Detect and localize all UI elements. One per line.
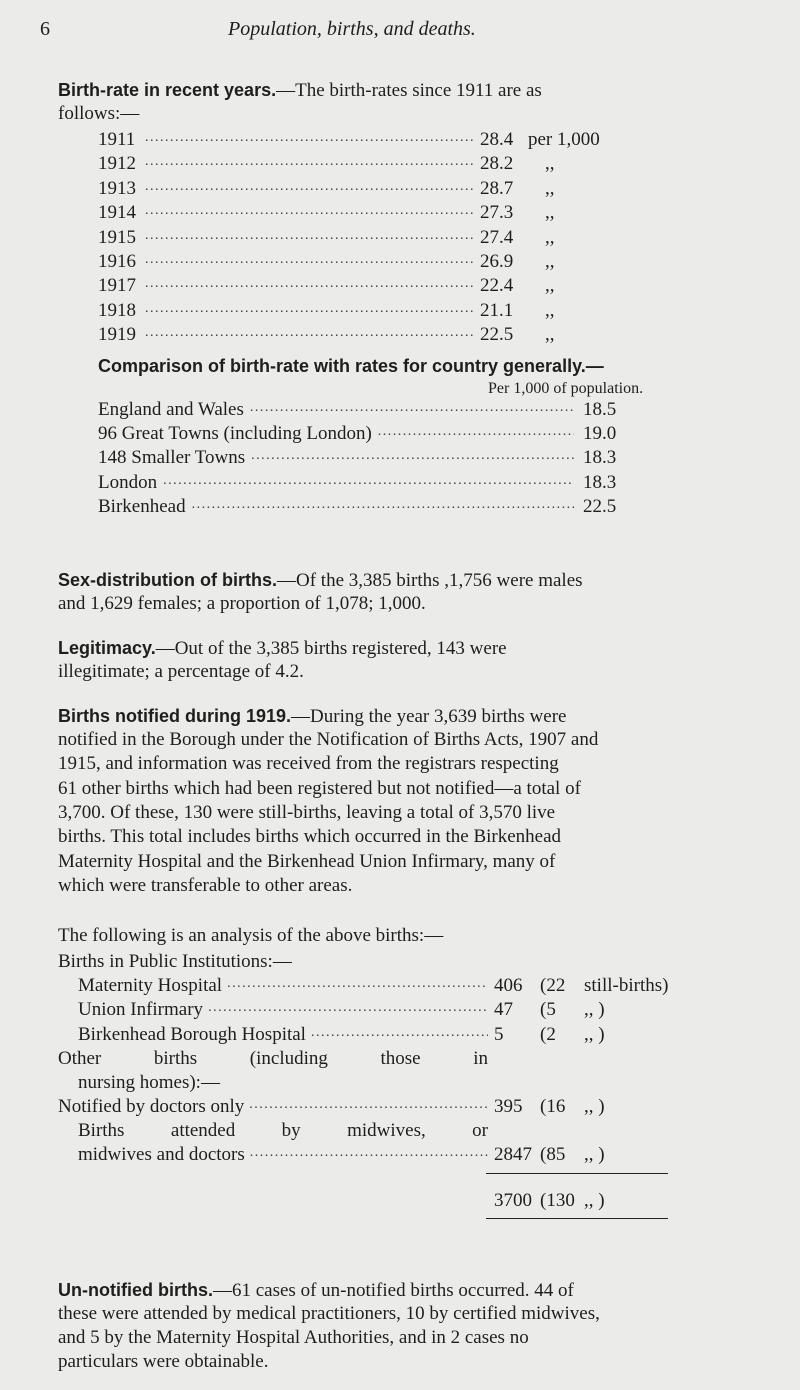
comparison-value: 18.3 [583,447,617,469]
still-births-count: (2 [540,1023,556,1045]
analysis-label: Maternity Hospital [78,975,223,996]
rate-unit: per 1,000 [528,129,600,150]
year-label: 1919 [98,324,136,346]
total-rule [486,1173,668,1174]
dot-leader [250,1145,488,1169]
dot-leader [208,1000,488,1024]
ditto-mark: ,, [545,251,555,272]
still-births-suffix: ,, ) [584,1190,605,1211]
body-line: 1915, and information was received from the registrars respecting [58,753,559,775]
ditto-mark: ,, [545,299,555,321]
legitimacy-line1: Legitimacy.—Out of the 3,385 births registered, 143 were [58,638,507,659]
analysis-label: Births attended by midwives, or [78,1120,488,1141]
still-births-suffix: ,, ) [584,999,605,1021]
year-label: 1915 [98,226,136,248]
dot-leader [145,252,475,276]
still-births-count: (22 [540,975,566,996]
ditto-mark: ,, [545,226,555,248]
births-count: 406 [494,975,523,996]
dot-leader [249,1097,488,1121]
body-line: and 5 by the Maternity Hospital Authorities, and in 2 cases no [58,1327,529,1349]
births-count: 5 [494,1023,504,1045]
dot-leader [250,400,574,424]
comparison-heading: Comparison of birth-rate with rates for country generally.— [98,356,604,376]
comparison-label: London [98,471,158,493]
still-births-suffix: still-births) [584,975,669,996]
legitimacy-line2: illegitimate; a percentage of 4.2. [58,661,304,682]
comparison-value: 19.0 [583,423,617,445]
comparison-label: England and Wales [98,399,244,420]
year-label: 1911 [98,129,136,150]
year-label: 1916 [98,251,136,272]
body-line: notified in the Borough under the Notification of Births Acts, 1907 and [58,729,599,750]
un-notified-line1: Un-notified births.—61 cases of un-notified births occurred. 44 of [58,1280,574,1301]
ditto-mark: ,, [545,202,555,224]
analysis-subheading: Other births (including those in [58,1048,488,1069]
dot-leader [145,130,475,154]
institutions-heading: Births in Public Institutions:— [58,951,292,972]
dot-leader [145,325,475,349]
still-births-count: (130 [540,1190,575,1211]
section-heading: Births notified during 1919. [58,706,292,726]
rate-value: 22.4 [480,275,514,297]
analysis-subheading: nursing homes):— [78,1072,220,1093]
births-notified-line1: Births notified during 1919.—During the year 3,639 births were [58,706,567,727]
analysis-label: midwives and doctors [78,1144,245,1165]
birth-rate-intro-line2: follows:— [58,103,140,124]
analysis-label: Union Infirmary [78,999,204,1021]
dot-leader [251,448,574,472]
body-line: 3,700. Of these, 130 were still-births, leaving a total of 3,570 live [58,801,556,823]
ditto-mark: ,, [545,177,555,199]
dot-leader [163,473,574,497]
year-label: 1914 [98,202,136,224]
rate-value: 27.4 [480,226,514,248]
body-line: births. This total includes births which occurred in the Birkenhead [58,826,562,848]
births-count: 395 [494,1096,523,1117]
rate-value: 22.5 [480,324,514,346]
analysis-intro: The following is an analysis of the above births:— [58,925,444,946]
births-count: 47 [494,999,513,1021]
analysis-label: Notified by doctors only [58,1096,245,1117]
still-births-suffix: ,, ) [584,1096,605,1117]
running-title: Population, births, and deaths. [228,18,476,40]
births-count: 3700 [494,1190,532,1211]
dot-leader [378,424,574,448]
page-number: 6 [40,18,50,40]
year-label: 1912 [98,153,136,175]
body-line: 61 other births which had been registered but not notified—a total of [58,777,581,799]
comparison-value: 18.3 [583,471,617,493]
body-line: which were transferable to other areas. [58,874,353,896]
dot-leader [145,203,475,227]
birth-rate-intro: Birth-rate in recent years.—The birth-rates since 1911 are as [58,80,542,101]
dot-leader [145,276,475,300]
still-births-count: (5 [540,999,556,1021]
dot-leader [227,976,488,1000]
comparison-label: 96 Great Towns (including London) [98,423,372,445]
body-line: these were attended by medical practitioners, 10 by certified midwives, [58,1303,600,1324]
births-count: 2847 [494,1144,532,1165]
dot-leader [145,179,475,203]
section-heading: Sex-distribution of births. [58,570,277,590]
comparison-value: 22.5 [583,495,617,517]
comparison-value: 18.5 [583,399,617,420]
rate-value: 26.9 [480,251,514,272]
rate-value: 28.4 [480,129,514,150]
page-header [0,18,800,48]
comparison-label: Birkenhead [98,495,186,517]
still-births-count: (16 [540,1096,566,1117]
still-births-suffix: ,, ) [584,1144,605,1165]
dot-leader [145,228,475,252]
dot-leader [192,497,574,521]
section-heading: Birth-rate in recent years. [58,80,277,100]
section-heading: Legitimacy. [58,638,156,658]
rate-value: 27.3 [480,202,514,224]
total-rule [486,1218,668,1219]
sex-distribution-line1: Sex-distribution of births.—Of the 3,385 births ,1,756 were males [58,570,583,591]
dot-leader [311,1025,488,1049]
dot-leader [145,301,475,325]
year-label: 1913 [98,177,136,199]
comparison-unit: Per 1,000 of population. [488,380,644,397]
comparison-label: 148 Smaller Towns [98,447,246,469]
year-label: 1917 [98,275,136,297]
year-label: 1918 [98,299,136,321]
rate-value: 21.1 [480,299,514,321]
body-line: Maternity Hospital and the Birkenhead Union Infirmary, many of [58,850,556,872]
section-heading: Un-notified births. [58,1280,213,1300]
ditto-mark: ,, [545,153,555,175]
still-births-suffix: ,, ) [584,1023,605,1045]
rate-value: 28.7 [480,177,514,199]
rate-value: 28.2 [480,153,514,175]
analysis-label: Birkenhead Borough Hospital [78,1023,306,1045]
body-line: particulars were obtainable. [58,1351,269,1373]
dot-leader [145,154,475,178]
ditto-mark: ,, [545,275,555,297]
sex-distribution-line2: and 1,629 females; a proportion of 1,078; 1,000. [58,593,426,614]
ditto-mark: ,, [545,324,555,346]
still-births-count: (85 [540,1144,566,1165]
